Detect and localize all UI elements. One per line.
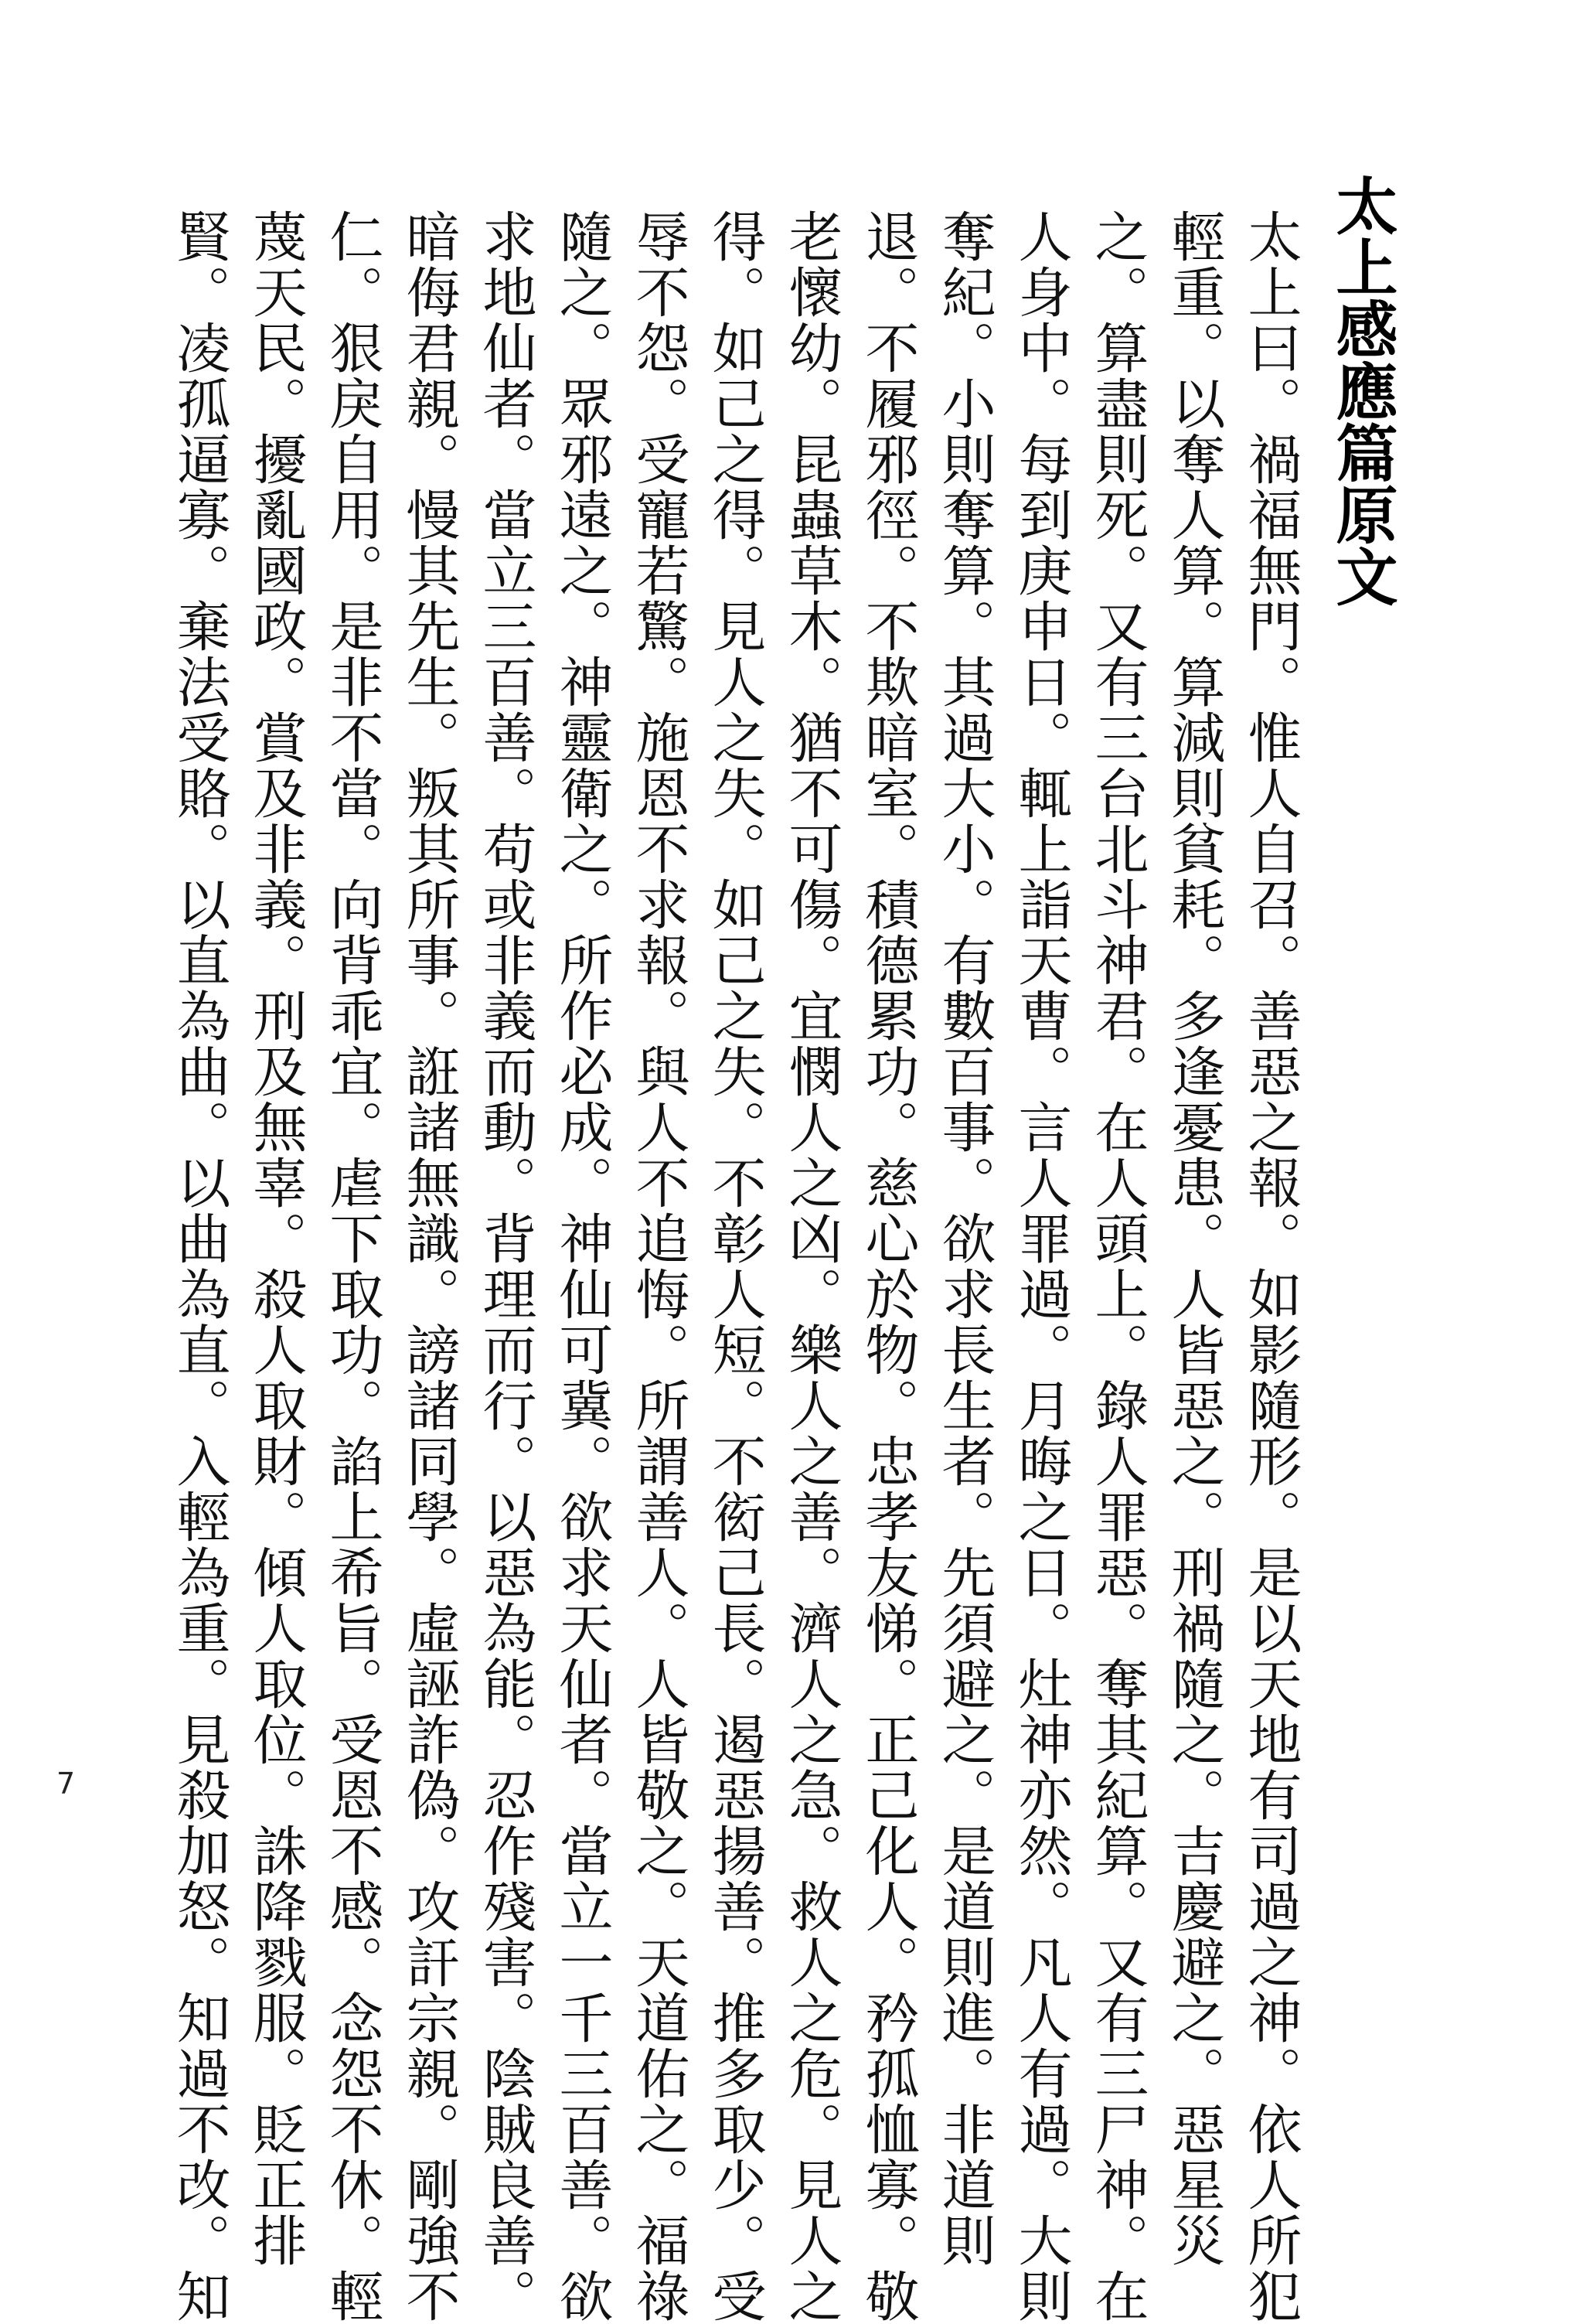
text-column: 求地仙者。當立三百善。苟或非義而動。背理而行。以惡為能。忍作殘害。陰賊良善。 [474,209,537,2324]
text-column: 得。如己之得。見人之失。如己之失。不彰人短。不衒己長。遏惡揚善。推多取少。受 [703,209,767,2324]
text-column: 人身中。每到庚申日。輒上詣天曹。言人罪過。月晦之日。灶神亦然。凡人有過。大則 [1009,209,1073,2324]
text-column: 仁。狠戾自用。是非不當。向背乖宜。虐下取功。諂上希旨。受恩不感。念怨不休。輕 [321,209,384,2324]
text-column: 老懷幼。昆蟲草木。猶不可傷。宜憫人之凶。樂人之善。濟人之急。救人之危。見人之 [780,209,843,2324]
text-column: 暗侮君親。慢其先生。叛其所事。誑諸無識。謗諸同學。虛誣詐偽。攻訐宗親。剛強不 [397,209,461,2324]
page-number: 7 [56,1767,76,1801]
text-column: 蔑天民。擾亂國政。賞及非義。刑及無辜。殺人取財。傾人取位。誅降戮服。貶正排 [244,209,308,2268]
text-column: 輕重。以奪人算。算減則貧耗。多逢憂患。人皆惡之。刑禍隨之。吉慶避之。惡星災 [1163,209,1226,2268]
text-column: 退。不履邪徑。不欺暗室。積德累功。慈心於物。忠孝友悌。正己化人。矜孤恤寡。敬 [856,209,920,2324]
page-title: 太上感應篇原文 [1326,174,1397,607]
text-column: 太上曰。禍福無門。惟人自召。善惡之報。如影隨形。是以天地有司過之神。依人所犯 [1239,209,1302,2324]
text-column: 隨之。眾邪遠之。神靈衛之。所作必成。神仙可冀。欲求天仙者。當立一千三百善。欲 [550,209,614,2324]
body-text [161,209,1309,2324]
text-column: 奪紀。小則奪算。其過大小。有數百事。欲求長生者。先須避之。是道則進。非道則 [933,209,996,2268]
text-column: 賢。凌孤逼寡。棄法受賂。以直為曲。以曲為直。入輕為重。見殺加怒。知過不改。知 [168,209,231,2324]
text-column: 辱不怨。受寵若驚。施恩不求報。與人不追悔。所謂善人。人皆敬之。天道佑之。福祿 [627,209,690,2324]
text-column: 之。算盡則死。又有三台北斗神君。在人頭上。錄人罪惡。奪其紀算。又有三尸神。在 [1086,209,1149,2324]
